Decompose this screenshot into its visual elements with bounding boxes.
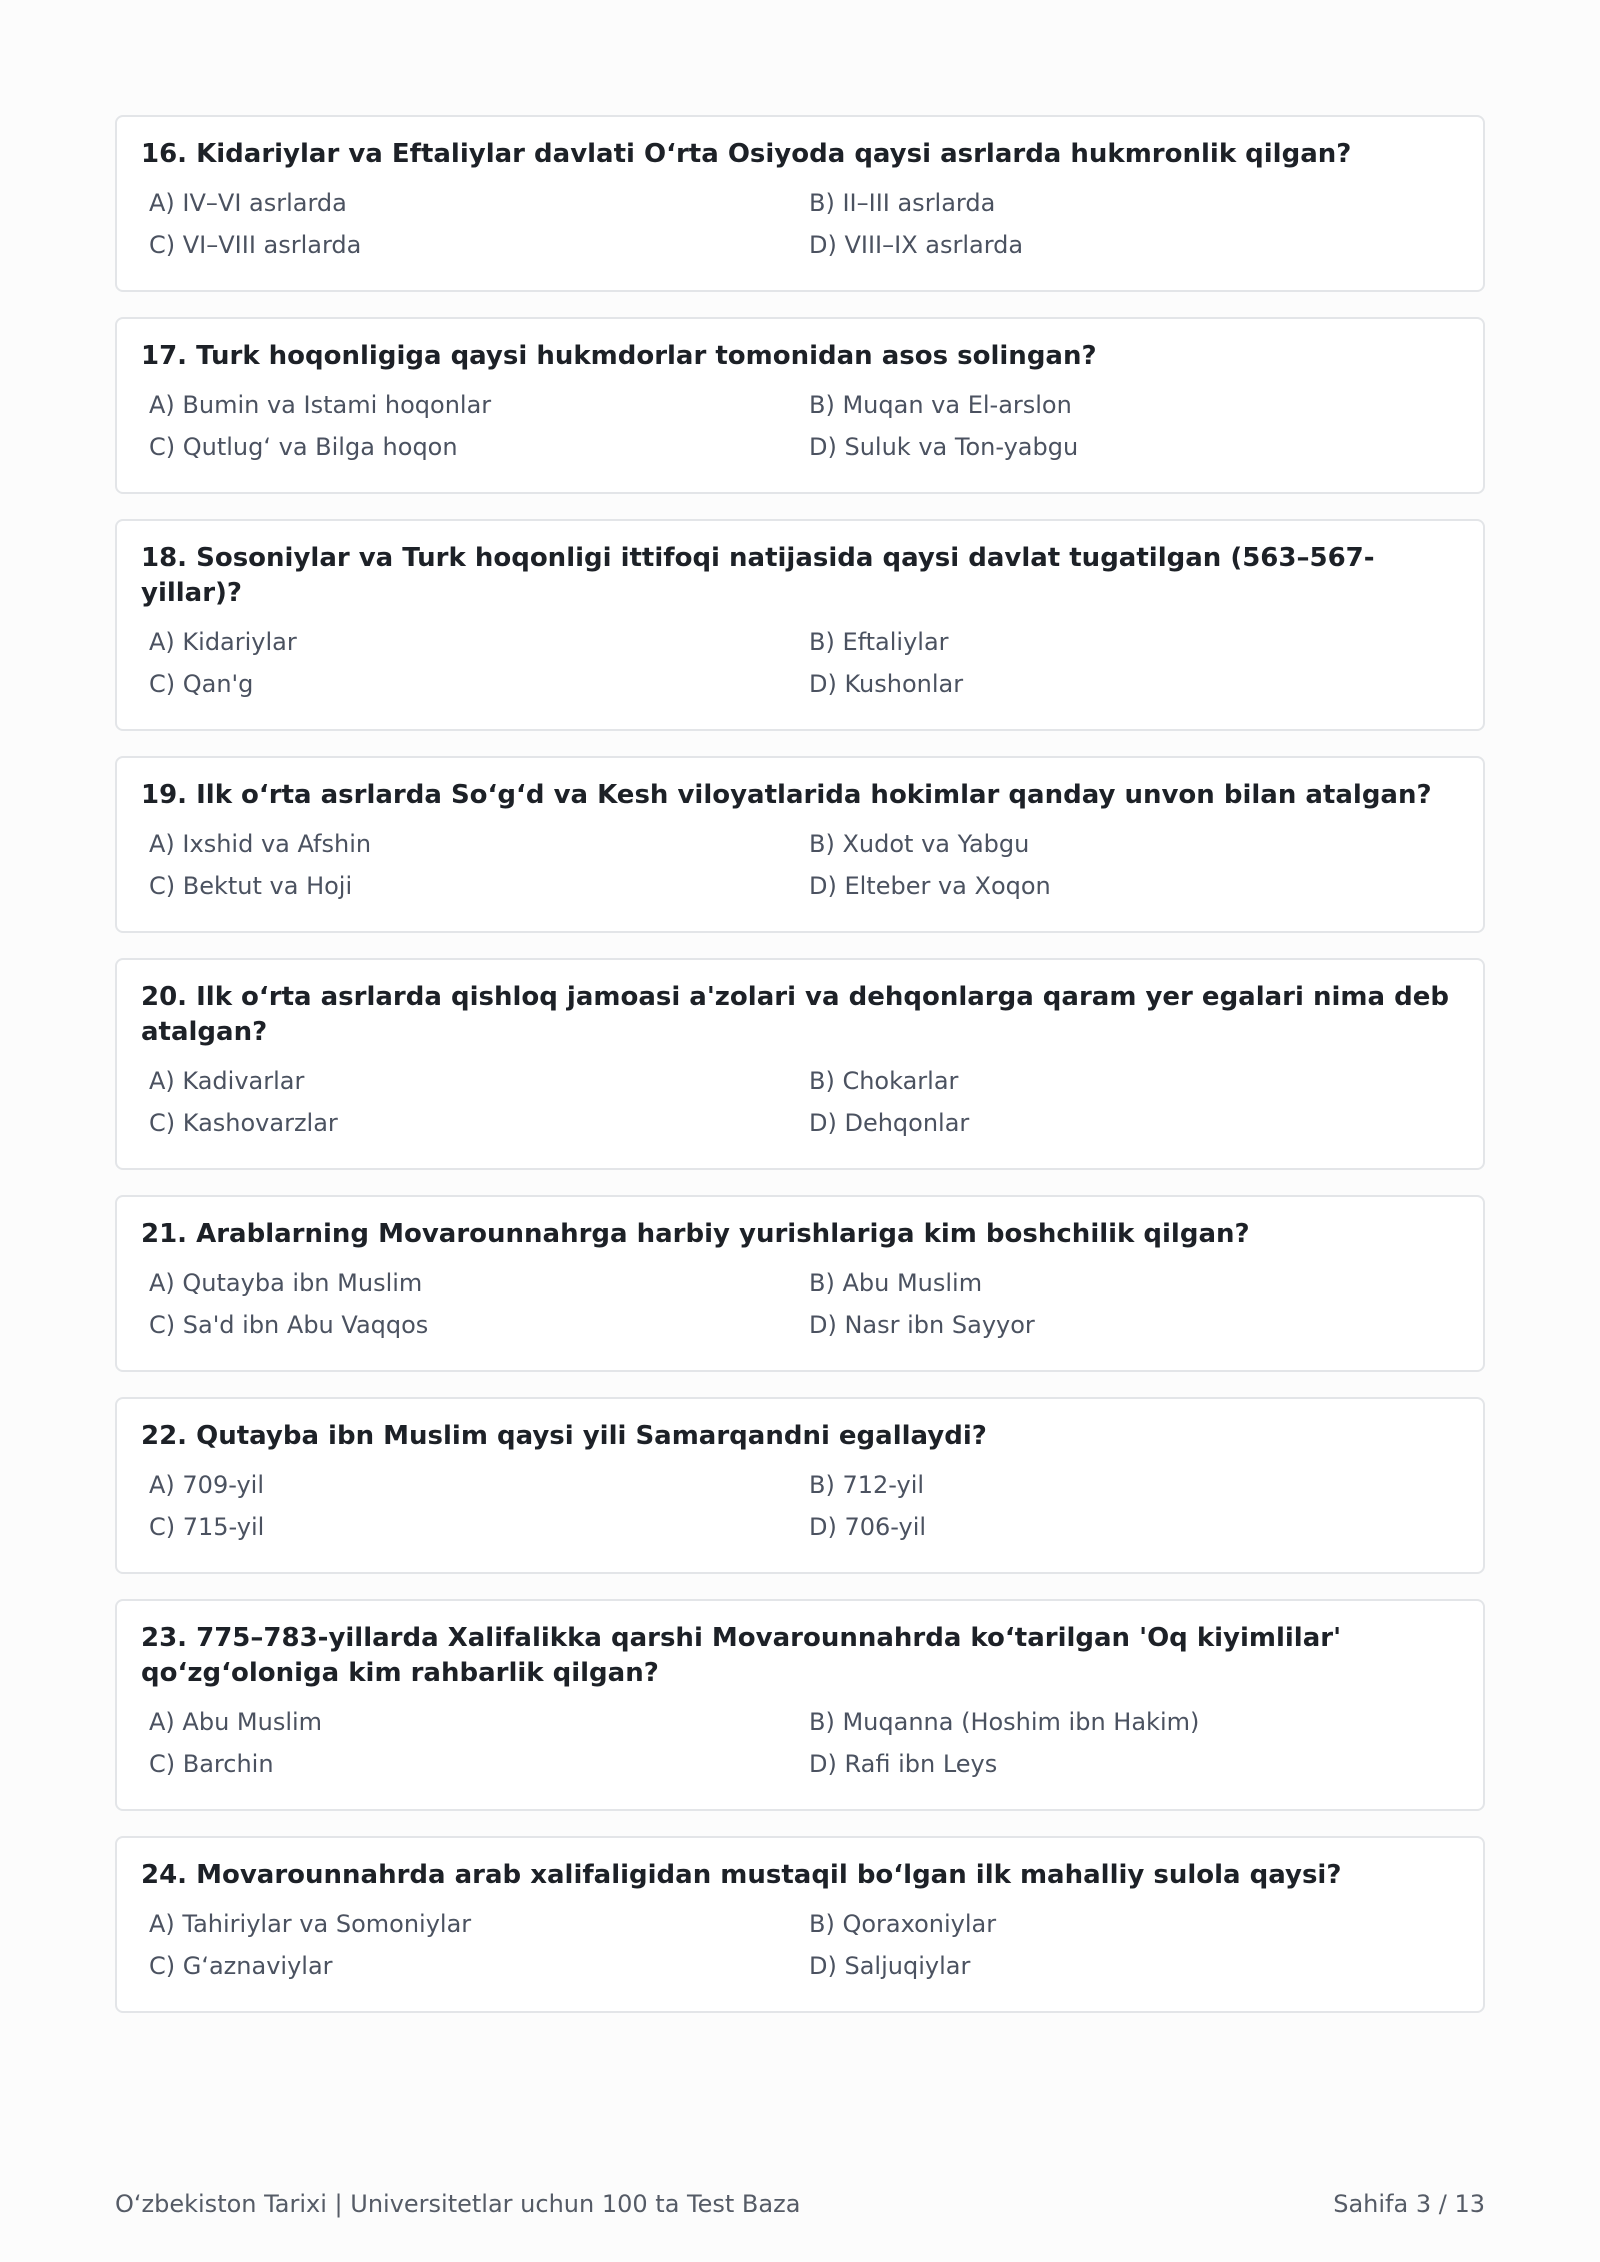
option-b: B) Xudot va Yabgu [809, 830, 1030, 858]
option-d: D) Nasr ibn Sayyor [809, 1311, 1035, 1339]
answer-options [141, 1060, 1459, 1144]
question-card [115, 756, 1485, 933]
option-b: B) Muqanna (Hoshim ibn Hakim) [809, 1708, 1200, 1736]
question-text: 16. Kidariylar va Eftaliylar davlati O‘rta Osiyoda qaysi asrlarda hukmronlik qilgan? [141, 139, 1352, 169]
footer-title: O‘zbekiston Tarixi | Universitetlar uchun 100 ta Test Baza [115, 2190, 801, 2218]
option-a: A) IV–VI asrlarda [149, 189, 347, 217]
option-a: A) Ixshid va Afshin [149, 830, 372, 858]
option-c: C) Barchin [149, 1750, 274, 1778]
option-a: A) Tahiriylar va Somoniylar [149, 1910, 472, 1938]
question-card [115, 317, 1485, 494]
option-b: B) 712-yil [809, 1471, 925, 1499]
question-text: 17. Turk hoqonligiga qaysi hukmdorlar tomonidan asos solingan? [141, 341, 1097, 371]
option-c: C) G‘aznaviylar [149, 1952, 333, 1980]
option-b: B) Qoraxoniylar [809, 1910, 997, 1938]
option-d: D) Kushonlar [809, 670, 964, 698]
option-c: C) Sa'd ibn Abu Vaqqos [149, 1311, 429, 1339]
option-a: A) Kadivarlar [149, 1067, 305, 1095]
question-text: 24. Movarounnahrda arab xalifaligidan mustaqil bo‘lgan ilk mahalliy sulola qaysi? [141, 1860, 1342, 1890]
answer-options [141, 823, 1459, 907]
answer-options [141, 621, 1459, 705]
question-card [115, 1836, 1485, 2013]
answer-options [141, 1701, 1459, 1785]
question-list [115, 115, 1485, 2038]
answer-options [141, 182, 1459, 266]
question-card [115, 519, 1485, 731]
option-d: D) Saljuqiylar [809, 1952, 971, 1980]
option-b: B) Eftaliylar [809, 628, 949, 656]
option-d: D) VIII–IX asrlarda [809, 231, 1024, 259]
option-b: B) Chokarlar [809, 1067, 959, 1095]
option-a: A) Abu Muslim [149, 1708, 323, 1736]
question-text: 21. Arablarning Movarounnahrga harbiy yurishlariga kim boshchilik qilgan? [141, 1219, 1250, 1249]
option-d: D) Rafi ibn Leys [809, 1750, 998, 1778]
option-c: C) Bektut va Hoji [149, 872, 353, 900]
option-c: C) 715-yil [149, 1513, 265, 1541]
question-text: 20. Ilk o‘rta asrlarda qishloq jamoasi a'zolari va dehqonlarga qaram yer egalari nima deb atalgan? [141, 982, 1449, 1047]
answer-options [141, 384, 1459, 468]
option-b: B) II–III asrlarda [809, 189, 996, 217]
question-text: 23. 775–783-yillarda Xalifalikka qarshi Movarounnahrda ko‘tarilgan 'Oq kiyimlilar' qo‘zg‘oloniga kim rahbarlik qilgan? [141, 1623, 1342, 1688]
question-card [115, 958, 1485, 1170]
answer-options [141, 1262, 1459, 1346]
question-text: 22. Qutayba ibn Muslim qaysi yili Samarqandni egallaydi? [141, 1421, 987, 1451]
page-number: Sahifa 3 / 13 [1333, 2190, 1485, 2218]
page-footer [115, 2190, 1485, 2218]
option-c: C) Kashovarzlar [149, 1109, 338, 1137]
question-card [115, 1599, 1485, 1811]
option-b: B) Abu Muslim [809, 1269, 983, 1297]
option-d: D) 706-yil [809, 1513, 927, 1541]
question-card [115, 115, 1485, 292]
option-a: A) Kidariylar [149, 628, 297, 656]
option-a: A) Bumin va Istami hoqonlar [149, 391, 492, 419]
answer-options [141, 1464, 1459, 1548]
option-d: D) Dehqonlar [809, 1109, 970, 1137]
option-d: D) Elteber va Xoqon [809, 872, 1051, 900]
option-c: C) Qutlug‘ va Bilga hoqon [149, 433, 458, 461]
option-a: A) Qutayba ibn Muslim [149, 1269, 423, 1297]
option-b: B) Muqan va El-arslon [809, 391, 1072, 419]
option-c: C) VI–VIII asrlarda [149, 231, 362, 259]
question-card [115, 1397, 1485, 1574]
answer-options [141, 1903, 1459, 1987]
question-text: 19. Ilk o‘rta asrlarda So‘g‘d va Kesh viloyatlarida hokimlar qanday unvon bilan atalgan? [141, 780, 1432, 810]
option-a: A) 709-yil [149, 1471, 264, 1499]
option-d: D) Suluk va Ton-yabgu [809, 433, 1079, 461]
question-card [115, 1195, 1485, 1372]
option-c: C) Qan'g [149, 670, 254, 698]
question-text: 18. Sosoniylar va Turk hoqonligi ittifoqi natijasida qaysi davlat tugatilgan (563–567-yillar)? [141, 543, 1375, 608]
